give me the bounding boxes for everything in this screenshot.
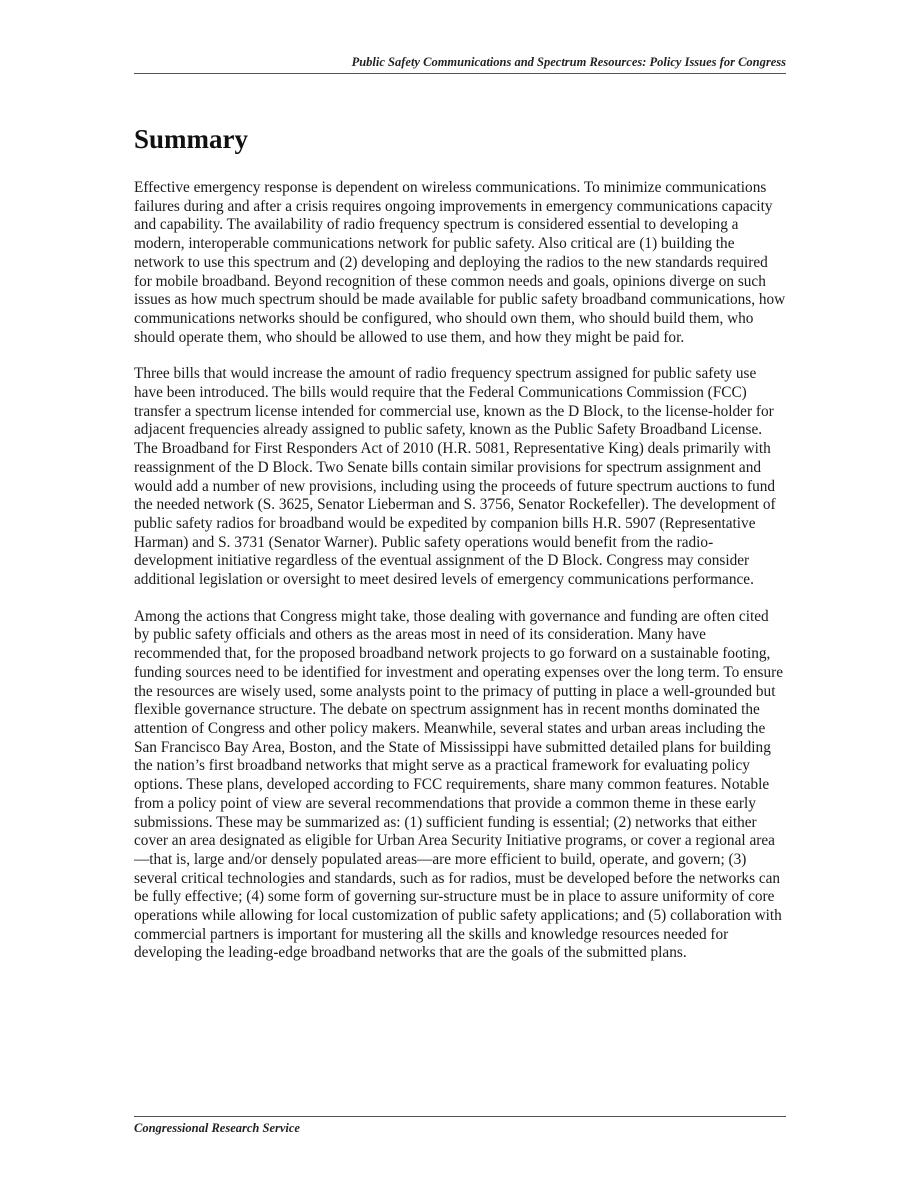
section-heading: Summary — [134, 124, 248, 154]
summary-paragraph-2: Three bills that would increase the amount of radio frequency spectrum assigned for public safety use have been introduced. The bills would require that the Federal Communications Commission (FCC) transfer a spectrum license intended for commercial use, known as the D Block, to the license-holder for adjacent frequencies already assigned to public safety, known as the Public Safety Broadband License. The Broadband for First Responders Act of 2010 (H.R. 5081, Representative King) deals primarily with reassignment of the D Block. Two Senate bills contain similar provisions for spectrum assignment and would add a number of new provisions, including using the proceeds of future spectrum auctions to fund the needed network (S. 3625, Senator Lieberman and S. 3756, Senator Rockefeller). The development of public safety radios for broadband would be expedited by companion bills H.R. 5907 (Representative Harman) and S. 3731 (Senator Warner). Public safety operations would benefit from the radio-development initiative regardless of the eventual assignment of the D Block. Congress may consider additional legislation or oversight to meet desired levels of emergency communications performance. — [134, 365, 776, 589]
summary-body — [134, 179, 786, 981]
running-footer: Congressional Research Service — [134, 1121, 300, 1135]
footer-divider — [134, 1116, 786, 1117]
running-header: Public Safety Communications and Spectrum Resources: Policy Issues for Congress — [351, 55, 786, 69]
summary-paragraph-3: Among the actions that Congress might take, those dealing with governance and funding are often cited by public safety officials and others as the areas most in need of its consideration. Many have recommended that, for the proposed broadband network projects to go forward on a sustainable footing, funding sources need to be identified for investment and operating expenses over the long term. To ensure the resources are wisely used, some analysts point to the primacy of putting in place a well-grounded but flexible governance structure. The debate on spectrum assignment has in recent months dominated the attention of Congress and other policy makers. Meanwhile, several states and urban areas including the San Francisco Bay Area, Boston, and the State of Mississippi have submitted detailed plans for building the nation’s first broadband networks that might serve as a practical framework for evaluating policy options. These plans, developed according to FCC requirements, share many common features. Notable from a policy point of view are several recommendations that provide a common theme in these early submissions. These may be summarized as: (1) sufficient funding is essential; (2) networks that either cover an area designated as eligible for Urban Area Security Initiative programs, or cover a regional area—that is, large and/or densely populated areas—are more efficient to build, operate, and govern; (3) several critical technologies and standards, such as for radios, must be developed before the networks can be fully effective; (4) some form of governing sur-structure must be in place to assure uniformity of core operations while allowing for local customization of public safety applications; and (5) collaboration with commercial partners is important for mustering all the skills and knowledge resources needed for developing the leading-edge broadband networks that are the goals of the submitted plans. — [134, 607, 784, 962]
header-divider — [134, 73, 786, 74]
summary-paragraph-1: Effective emergency response is dependent on wireless communications. To minimize communications failures during and after a crisis requires ongoing improvements in emergency communications capacity and capability. The availability of radio frequency spectrum is considered essential to developing a modern, interoperable communications network for public safety. Also critical are (1) building the network to use this spectrum and (2) developing and deploying the radios to the new standards required for mobile broadband. Beyond recognition of these common needs and goals, opinions diverge on such issues as how much spectrum should be made available for public safety broadband communications, how communications networks should be configured, who should own them, who should build them, who should operate them, who should be allowed to use them, and how they might be paid for. — [134, 179, 786, 346]
